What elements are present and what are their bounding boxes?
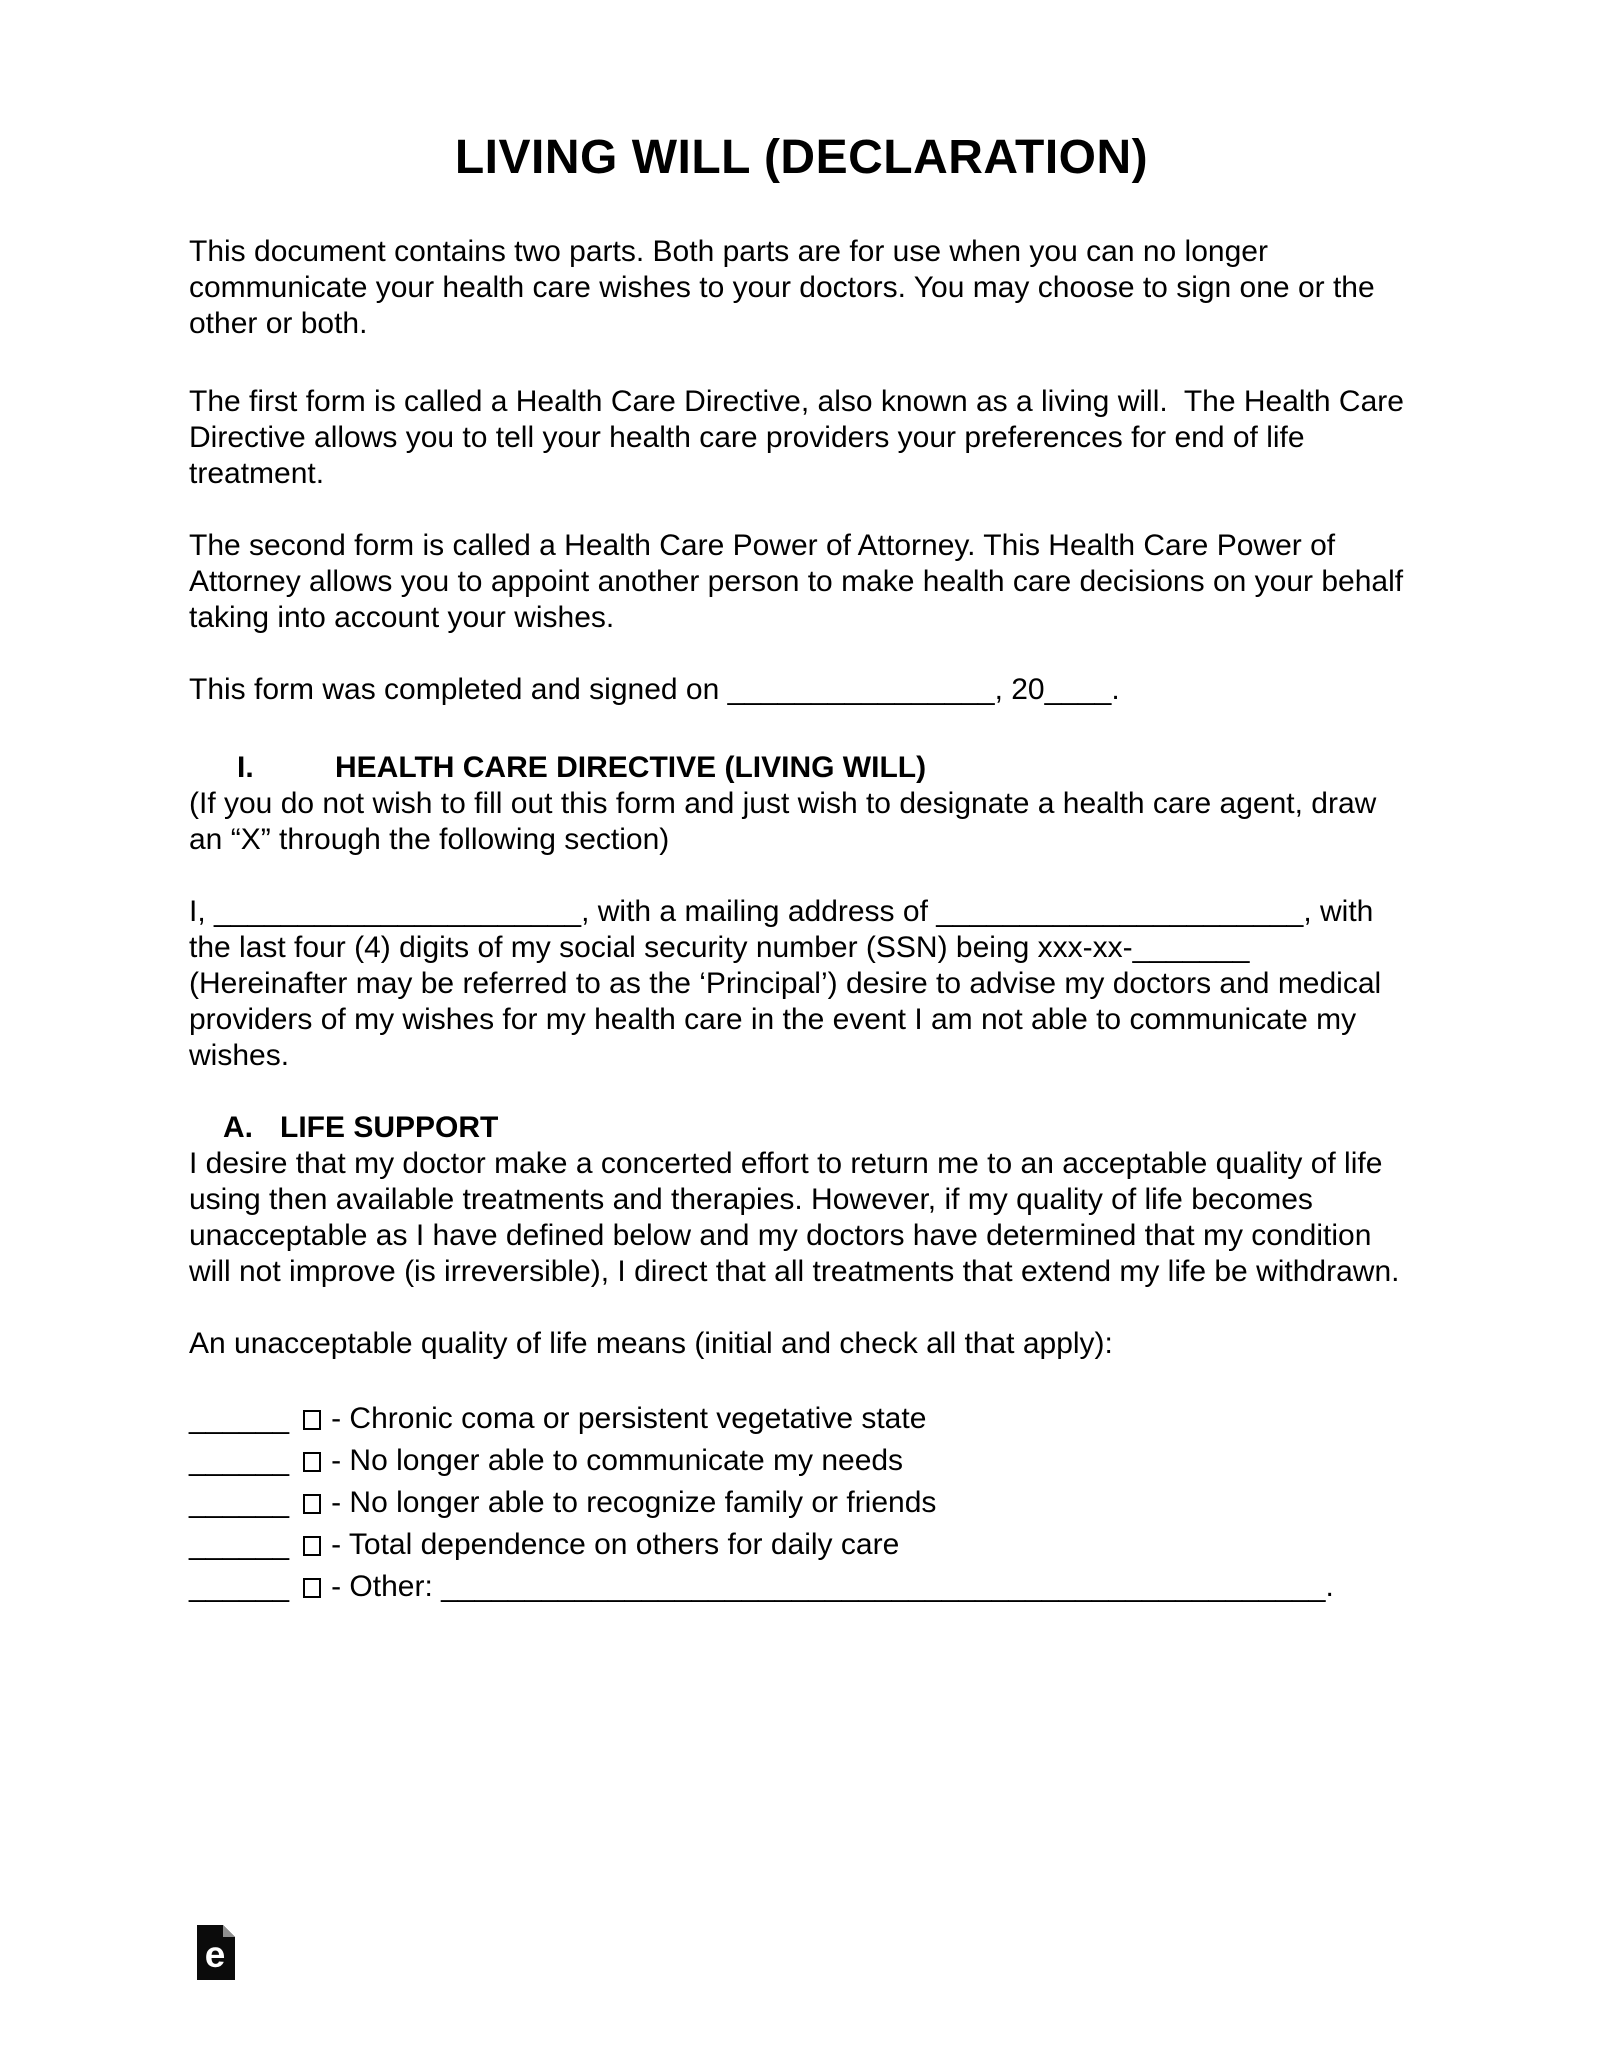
year-prefix-text: , 20 <box>994 673 1045 706</box>
option-label: - Chronic coma or persistent vegetative state <box>331 1402 927 1435</box>
initials-blank-field[interactable]: ______ <box>189 1486 290 1519</box>
checkbox-icon[interactable] <box>303 1536 321 1556</box>
option-suffix: . <box>1325 1570 1334 1603</box>
section-1-number: I. <box>237 751 254 784</box>
first-form-paragraph: The first form is called a Health Care Directive, also known as a living will. The Health Care Directive allows you to tell your health care providers your preferences for end of life treatment. <box>189 385 1413 490</box>
mailing-address-blank-field[interactable]: ______________________ <box>936 895 1304 928</box>
option-label: - Other: <box>331 1570 442 1603</box>
logo-letter: e <box>204 1934 226 1975</box>
option-label: - No longer able to recognize family or friends <box>331 1486 937 1519</box>
option-label: - No longer able to communicate my needs <box>331 1444 904 1477</box>
signed-line-period: . <box>1111 673 1120 706</box>
eforms-logo <box>197 1925 235 1980</box>
signed-line-text: This form was completed and signed on <box>189 673 728 706</box>
initials-blank-field[interactable]: ______ <box>189 1528 290 1561</box>
date-blank-field[interactable]: ________________ <box>727 673 995 706</box>
initials-blank-field[interactable]: ______ <box>189 1402 290 1435</box>
principal-text-3: , with the last four (4) digits of my social security number (SSN) being xxx-xx- <box>189 895 1382 964</box>
initials-blank-field[interactable]: ______ <box>189 1444 290 1477</box>
option-row-other <box>189 1566 1414 1608</box>
section-a-heading-text: LIFE SUPPORT <box>280 1111 499 1144</box>
principal-text-2: , with a mailing address of <box>581 895 937 928</box>
ssn-blank-field[interactable]: _______ <box>1132 931 1250 964</box>
intro-paragraph: This document contains two parts. Both parts are for use when you can no longer communicate your health care wishes to your doctors. You may choose to sign one or the other or both. <box>189 235 1384 340</box>
section-1-heading-text: HEALTH CARE DIRECTIVE (LIVING WILL) <box>335 751 927 784</box>
checkbox-icon[interactable] <box>303 1452 321 1472</box>
principal-text-4: (Hereinafter may be referred to as the ‘Principal’) desire to advise my doctors and medical providers of my wishes for my health care in the event I am not able to communicate my wishes. <box>189 931 1390 1072</box>
option-label: - Total dependence on others for daily care <box>331 1528 900 1561</box>
initials-blank-field[interactable]: ______ <box>189 1570 290 1603</box>
section-a-number: A. <box>223 1111 253 1144</box>
principal-text-1: I, <box>189 895 215 928</box>
option-row-chronic-coma <box>189 1398 1414 1440</box>
year-blank-field[interactable]: ____ <box>1044 673 1112 706</box>
page-title: LIVING WILL (DECLARATION) <box>454 131 1149 184</box>
checkbox-icon[interactable] <box>303 1494 321 1514</box>
principal-paragraph <box>189 894 1414 1074</box>
option-row-communicate-needs <box>189 1440 1414 1482</box>
quality-of-life-prompt: An unacceptable quality of life means (initial and check all that apply): <box>189 1327 1113 1360</box>
section-a-heading <box>189 1110 1414 1146</box>
section-1-note: (If you do not wish to fill out this form and just wish to designate a health care agent, draw an “X” through the following section) <box>189 787 1385 856</box>
principal-name-blank-field[interactable]: ______________________ <box>214 895 582 928</box>
other-blank-field[interactable]: _____________________________________________________ <box>441 1570 1326 1603</box>
checkbox-icon[interactable] <box>303 1410 321 1430</box>
second-form-paragraph: The second form is called a Health Care Power of Attorney. This Health Care Power of Attorney allows you to appoint another person to make health care decisions on your behalf taking into account your wishes. <box>189 529 1412 634</box>
quality-of-life-options <box>189 1398 1414 1608</box>
option-row-recognize-family <box>189 1482 1414 1524</box>
option-row-total-dependence <box>189 1524 1414 1566</box>
section-1-heading <box>189 750 1414 786</box>
checkbox-icon[interactable] <box>303 1578 321 1598</box>
life-support-paragraph: I desire that my doctor make a concerted effort to return me to an acceptable quality of life using then available treatments and therapies. However, if my quality of life becomes unacceptable as I have defined below and my doctors have determined that my condition will not improve (is irreversible), I direct that all treatments that extend my life be withdrawn. <box>189 1147 1400 1288</box>
signed-date-line <box>189 672 1414 708</box>
